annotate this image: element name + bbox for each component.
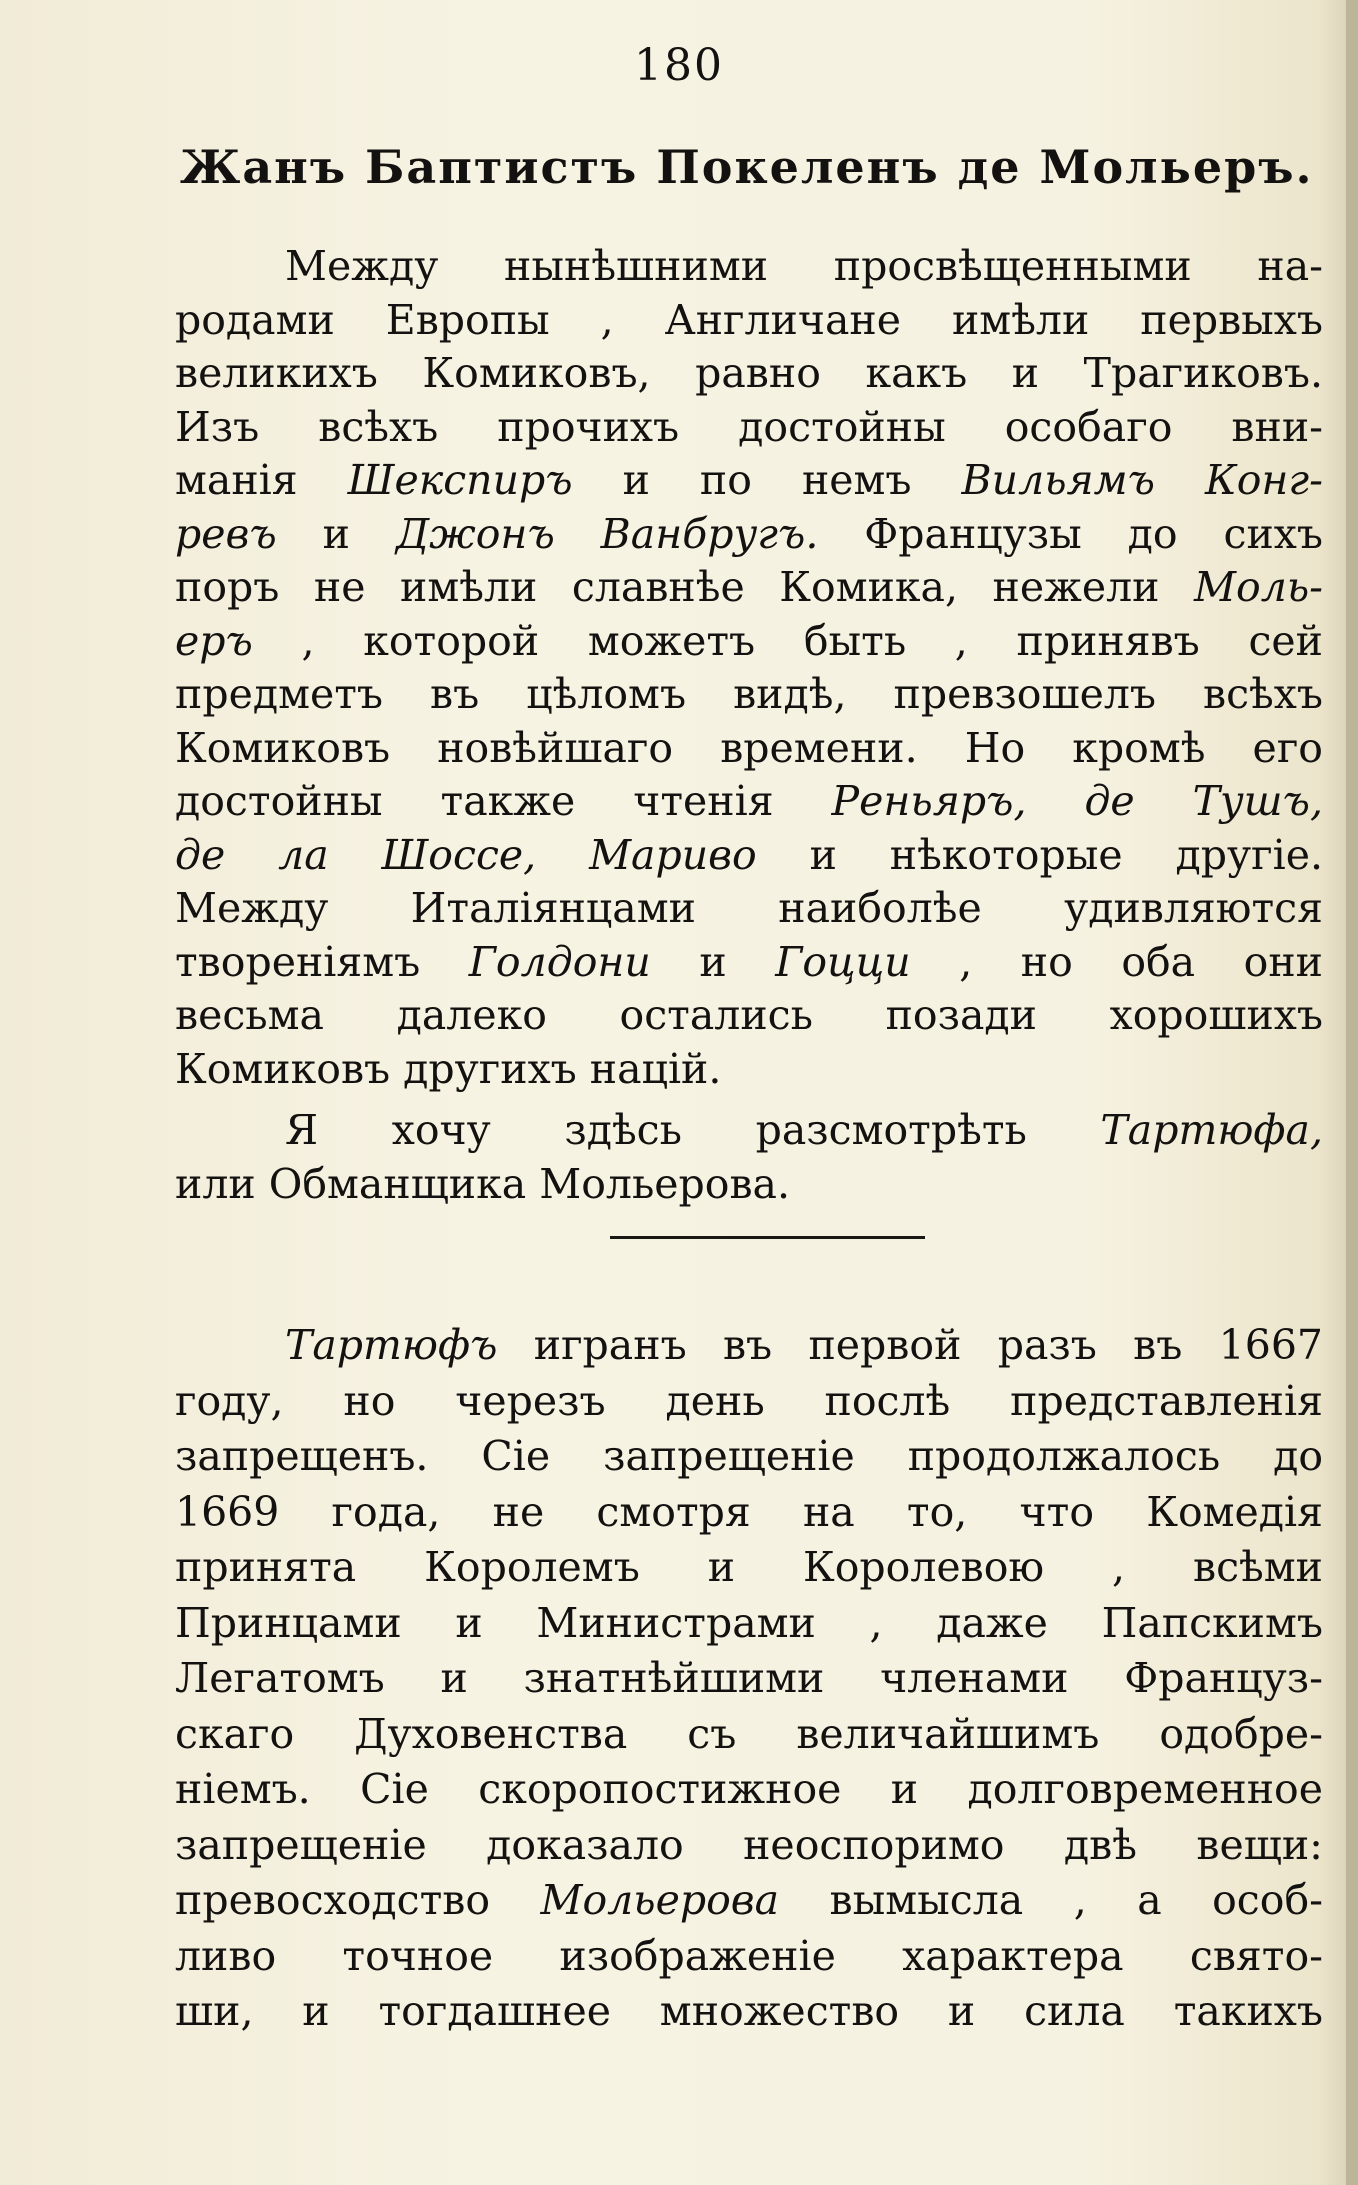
paragraph-1-line [175, 399, 1323, 455]
text-run: Комиковъ новѣйшаго времени. Но кромѣ его [175, 723, 1323, 772]
text-run: запрещеніе доказало неоспоримо двѣ вещи: [175, 1820, 1323, 1869]
paragraph-3-line [175, 1983, 1323, 2039]
italic-text: Голдони [468, 937, 651, 986]
italic-text: ревъ [175, 509, 277, 558]
text-run: поръ не имѣли славнѣе Комика, нежели [175, 563, 1195, 611]
text-run: родами Европы , Англичане имѣли первыхъ [175, 295, 1323, 344]
paragraph-1-line [175, 452, 1323, 508]
text-run: игранъ въ первой разъ въ 1667 [497, 1321, 1323, 1369]
italic-text: Вильямъ Конг- [961, 456, 1323, 504]
paragraph-1-line [175, 1041, 1323, 1097]
paragraph-1-line [175, 613, 1323, 669]
text-run: и [650, 937, 776, 986]
text-run: Легатомъ и знатнѣйшими членами Француз- [175, 1654, 1323, 1702]
italic-text: Тартюфъ [285, 1321, 498, 1369]
text-run: 1669 года, не смотря на то, что Комедія [175, 1487, 1323, 1536]
paragraph-1-line [175, 506, 1323, 562]
paragraph-1-line [175, 934, 1323, 990]
text-run: или Обманщика Мольерова. [175, 1159, 791, 1208]
paragraph-3-line [175, 1650, 1323, 1706]
text-run: и нѣкоторые другіе. [756, 830, 1323, 879]
paragraph-3-line [175, 1817, 1323, 1873]
text-run: великихъ Комиковъ, равно какъ и Трагиковъ. [175, 349, 1323, 397]
page-gutter-edge [1346, 0, 1358, 2185]
text-run: и по немъ [572, 456, 962, 504]
text-run: весьма далеко остались позади хорошихъ [175, 991, 1323, 1039]
paragraph-3-line [175, 1706, 1323, 1762]
text-run: Между Италіянцами наиболѣе удивляются [175, 884, 1323, 932]
italic-text: Моль- [1194, 563, 1323, 611]
italic-text: Шекспиръ [347, 456, 573, 504]
text-run: ніемъ. Сіе скоропостижное и долговременное [175, 1765, 1323, 1813]
paragraph-3-line [175, 1872, 1323, 1928]
paragraph-1-line [175, 292, 1323, 348]
text-run: , которой можетъ быть , принявъ сей [252, 616, 1323, 665]
paragraph-1-line [175, 559, 1323, 615]
paragraph-1-line [175, 773, 1323, 829]
text-run: Комиковъ другихъ націй. [175, 1044, 722, 1093]
text-run: Я хочу здѣсь разсмотрѣть [285, 1106, 1101, 1154]
text-run: Французы до сихъ [818, 509, 1323, 558]
paragraph-3-line [175, 1539, 1323, 1595]
paragraph-3-line [175, 1317, 1323, 1373]
text-run: и [276, 509, 396, 558]
italic-text: Тартюфа, [1100, 1106, 1323, 1154]
text-run: ши, и тогдашнее множество и сила такихъ [175, 1987, 1323, 2035]
paragraph-3-line [175, 1373, 1323, 1429]
italic-text: Гоцци [775, 937, 911, 986]
text-run: достойны также чтенія [175, 777, 832, 825]
text-run: твореніямъ [175, 937, 469, 986]
italic-text: де ла Шоссе, Мариво [175, 830, 757, 879]
italic-text: Мольерова [540, 1876, 780, 1924]
text-run: принята Королемъ и Королевою , всѣми [175, 1543, 1323, 1591]
paragraph-3-line [175, 1928, 1323, 1984]
text-run: скаго Духовенства съ величайшимъ одобре- [175, 1709, 1323, 1758]
text-run: манія [175, 456, 348, 504]
text-run: году, но черезъ день послѣ представленія [175, 1376, 1323, 1425]
text-run: предметъ въ цѣломъ видѣ, превзошелъ всѣхъ [175, 670, 1323, 718]
paragraph-3-line [175, 1428, 1323, 1484]
text-run: превосходство [175, 1876, 541, 1924]
paragraph-2-line [175, 1156, 1323, 1212]
text-run: ливо точное изображеніе характера свято- [175, 1931, 1323, 1980]
chapter-heading: Жанъ Баптистъ Покеленъ де Мольеръ. [180, 140, 1314, 194]
italic-text: Джонъ Ванбругъ. [395, 509, 819, 558]
paragraph-3-line [175, 1484, 1323, 1540]
paragraph-1-line [175, 720, 1323, 776]
paragraph-3-line [175, 1761, 1323, 1817]
italic-text: еръ [175, 616, 253, 665]
text-run: Между нынѣшними просвѣщенными на- [285, 242, 1323, 290]
paragraph-2-line [175, 1102, 1323, 1158]
text-run: Изъ всѣхъ прочихъ достойны особаго вни- [175, 402, 1323, 451]
text-run: , но оба они [910, 937, 1323, 986]
paragraph-1-line [175, 345, 1323, 401]
text-run: вымысла , а особ- [779, 1876, 1323, 1924]
paragraph-1-line [175, 987, 1323, 1043]
paragraph-1-line [175, 827, 1323, 883]
italic-text: Реньяръ, де Тушъ, [831, 777, 1323, 825]
paragraph-3-line [175, 1595, 1323, 1651]
text-run: Принцами и Министрами , даже Папскимъ [175, 1598, 1323, 1647]
page-number: 180 [634, 40, 724, 91]
section-divider-rule [610, 1236, 925, 1239]
paragraph-1-line [175, 666, 1323, 722]
paragraph-1-line [175, 238, 1323, 294]
text-run: запрещенъ. Сіе запрещеніе продолжалось до [175, 1432, 1323, 1480]
paragraph-1-line [175, 880, 1323, 936]
